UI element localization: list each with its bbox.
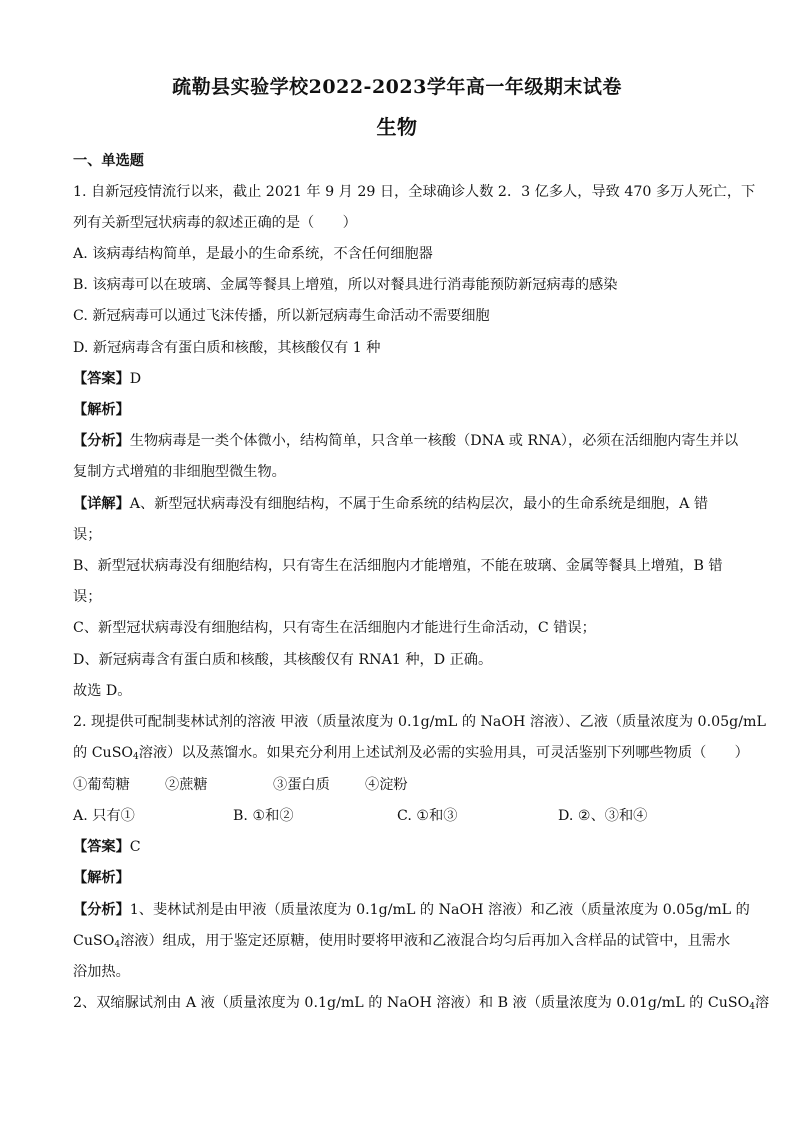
q2-item-3: ③蛋白质 xyxy=(273,777,330,793)
q2-stem-line1: 2. 现提供可配制斐林试剂的溶液 甲液（质量浓度为 0.1g/mL 的 NaOH 溶液）、乙液（质量浓度为 0.05g/mL xyxy=(73,714,766,730)
fenxi-text: 生物病毒是一类个体微小，结构简单，只含单一核酸（DNA 或 RNA），必须在活细胞内寄生并以 xyxy=(129,433,739,449)
q2-option-a: A. 只有① xyxy=(73,808,135,824)
q1-option-a: A. 该病毒结构简单，是最小的生命系统，不含任何细胞器 xyxy=(73,246,433,262)
q2-fenxi-line2 xyxy=(73,931,731,951)
q2-option-b: B. ①和② xyxy=(233,808,294,824)
section-heading: 一、单选题 xyxy=(73,153,144,169)
answer-value: D xyxy=(129,371,142,387)
q2-fenxi-line1 xyxy=(73,900,750,920)
q1-b-line1: B、新型冠状病毒没有细胞结构，只有寄生在活细胞内才能增殖，不能在玻璃、金属等餐具上增殖，B 错 xyxy=(73,558,723,574)
q2-stem-line2 xyxy=(73,743,749,763)
q1-stem-line2: 列有关新型冠状病毒的叙述正确的是（ ） xyxy=(73,215,357,231)
q1-d-line: D、新冠病毒含有蛋白质和核酸，其核酸仅有 RNA1 种，D 正确。 xyxy=(73,652,493,668)
q1-option-d: D. 新冠病毒含有蛋白质和核酸，其核酸仅有 1 种 xyxy=(73,340,381,356)
q1-option-c: C. 新冠病毒可以通过飞沫传播，所以新冠病毒生命活动不需要细胞 xyxy=(73,308,490,324)
q2-stem-text-a: 的 CuSO xyxy=(73,745,134,761)
fenxi-label: 【分析】 xyxy=(73,902,130,918)
q2-stem-text-b: 溶液）以及蒸馏水。如果充分利用上述试剂及必需的实验用具，可灵活鉴别下列哪些物质（ ） xyxy=(138,745,749,761)
q1-fenxi-line2: 复制方式增殖的非细胞型微生物。 xyxy=(73,464,286,480)
q2-option-c: C. ①和③ xyxy=(397,808,458,824)
q2-item-2: ②蔗糖 xyxy=(165,777,208,793)
q1-option-b: B. 该病毒可以在玻璃、金属等餐具上增殖，所以对餐具进行消毒能预防新冠病毒的感染 xyxy=(73,277,618,293)
q2-fenxi-line4 xyxy=(73,993,770,1013)
q1-analysis-label: 【解析】 xyxy=(73,402,130,418)
q1-b-line2: 误； xyxy=(73,589,102,605)
fenxi-subscript: 4 xyxy=(114,940,121,950)
subject-title: 生物 xyxy=(376,115,418,139)
q2-stem-subscript: 4 xyxy=(133,752,139,762)
q1-xiangjie-line1 xyxy=(73,494,723,514)
q1-c-line: C、新型冠状病毒没有细胞结构，只有寄生在活细胞内才能进行生命活动，C 错误； xyxy=(73,620,596,636)
xiangjie-text: A、新型冠状病毒没有细胞结构，不属于生命系统的结构层次，最小的生命系统是细胞，A 错 xyxy=(129,496,709,512)
fenxi-text-a: CuSO xyxy=(73,933,115,949)
q2-item-1: ①葡萄糖 xyxy=(73,777,130,793)
exam-title: 疏勒县实验学校2022-2023学年高一年级期末试卷 xyxy=(172,76,622,98)
q2-answer xyxy=(73,837,723,857)
q2-item-4: ④淀粉 xyxy=(365,777,408,793)
q2-analysis-label: 【解析】 xyxy=(73,870,130,886)
fenxi-subscript: 4 xyxy=(749,1002,755,1012)
fenxi-text-b: 溶 xyxy=(754,995,770,1011)
q1-xiangjie-line2: 误； xyxy=(73,527,102,543)
q1-stem-line1: 1. 自新冠疫情流行以来，截止 2021 年 9 月 29 日，全球确诊人数 2．3 亿多人，导致 470 多万人死亡，下 xyxy=(73,184,756,200)
fenxi-text: 1、斐林试剂是由甲液（质量浓度为 0.1g/mL 的 NaOH 溶液）和乙液（质量浓度为 0.05g/mL 的 xyxy=(129,902,750,918)
answer-label: 【答案】 xyxy=(73,839,130,855)
fenxi-text-b: 溶液）组成，用于鉴定还原糖，使用时要将甲液和乙液混合均匀后再加入含样品的试管中，且需水 xyxy=(120,933,731,949)
q1-fenxi-line1 xyxy=(73,431,739,451)
answer-label: 【答案】 xyxy=(73,371,130,387)
q2-option-d: D. ②、③和④ xyxy=(558,808,648,824)
answer-value: C xyxy=(129,839,141,855)
q2-fenxi-line3: 浴加热。 xyxy=(73,964,130,980)
xiangjie-label: 【详解】 xyxy=(73,496,130,512)
q1-conclusion: 故选 D。 xyxy=(73,683,132,699)
q1-answer xyxy=(73,369,723,389)
fenxi-label: 【分析】 xyxy=(73,433,130,449)
fenxi-text-a: 2、双缩脲试剂由 A 液（质量浓度为 0.1g/mL 的 NaOH 溶液）和 B 液（质量浓度为 0.01g/mL 的 CuSO xyxy=(73,995,750,1011)
